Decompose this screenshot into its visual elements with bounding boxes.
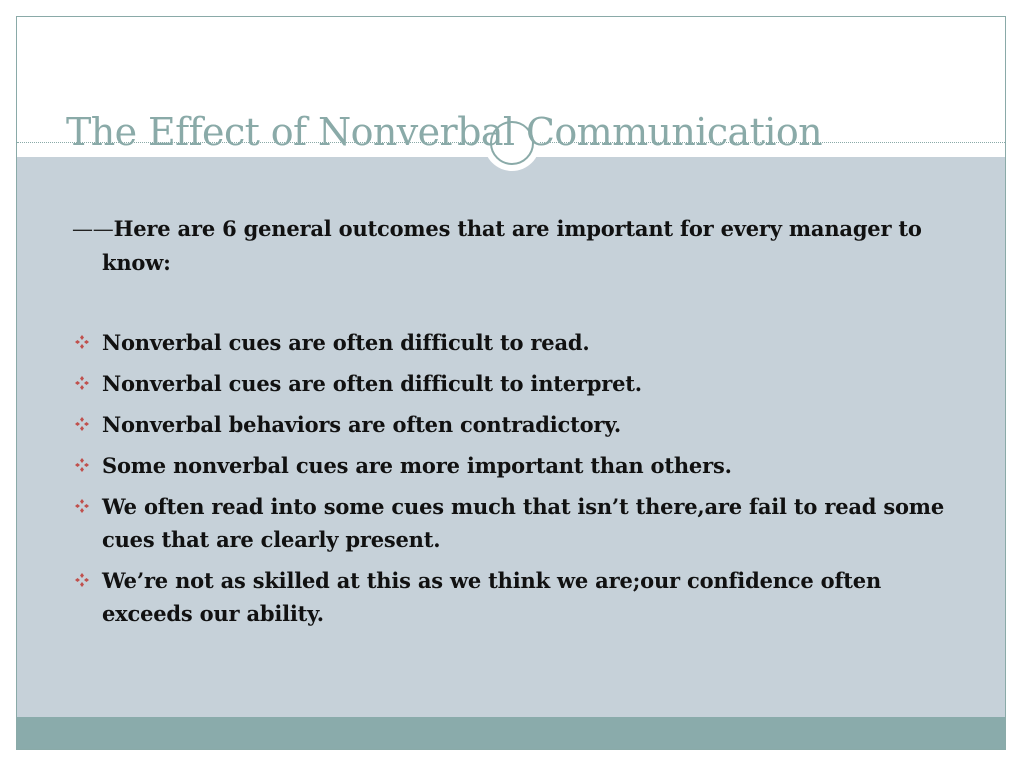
four-diamond-bullet-icon xyxy=(74,457,90,473)
four-diamond-bullet-icon xyxy=(74,375,90,391)
bullet-text: Some nonverbal cues are more important than others. xyxy=(102,453,732,478)
four-diamond-bullet-icon xyxy=(74,572,90,588)
four-diamond-bullet-icon xyxy=(74,334,90,350)
bullet-item xyxy=(72,449,952,482)
footer-band xyxy=(17,717,1005,750)
bullet-item xyxy=(72,408,952,441)
bullet-text: Nonverbal cues are often difficult to read. xyxy=(102,330,590,355)
bullet-list xyxy=(72,326,952,630)
bullet-item xyxy=(72,367,952,400)
bullet-text: We’re not as skilled at this as we think we are;our confidence often exceeds our ability. xyxy=(102,568,882,626)
bullet-item xyxy=(72,490,952,556)
four-diamond-bullet-icon xyxy=(74,416,90,432)
slide-title: The Effect of Nonverbal Communication xyxy=(66,110,822,154)
bullet-text: We often read into some cues much that isn’t there,are fail to read some cues that are clearly present. xyxy=(102,494,944,552)
bullet-item xyxy=(72,564,952,630)
four-diamond-bullet-icon xyxy=(74,498,90,514)
bullet-text: Nonverbal behaviors are often contradictory. xyxy=(102,412,621,437)
intro-text: Here are 6 general outcomes that are important for every manager to know: xyxy=(102,216,922,275)
intro-dash: —— xyxy=(72,217,114,241)
bullet-text: Nonverbal cues are often difficult to interpret. xyxy=(102,371,642,396)
intro-paragraph xyxy=(72,212,952,280)
bullet-item xyxy=(72,326,952,359)
slide-body xyxy=(72,212,952,638)
